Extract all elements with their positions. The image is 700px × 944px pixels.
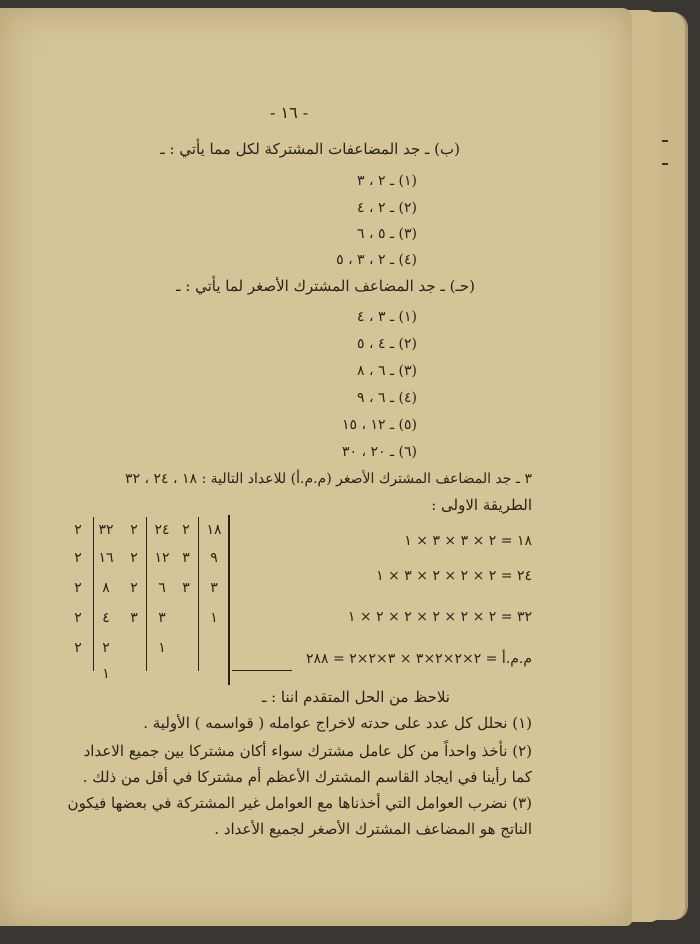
table-divider — [93, 517, 94, 671]
table-cell: ٣٢ — [98, 522, 114, 538]
table-cell: ١ — [158, 640, 166, 656]
table-cell: ٢ — [74, 550, 82, 566]
list-item: (١) ـ ٣ ، ٤ — [357, 309, 417, 325]
result-underline — [232, 670, 292, 671]
list-item: (٢) ـ ٢ ، ٤ — [357, 200, 417, 216]
table-cell: ٤ — [102, 610, 110, 626]
list-item: (٢) ـ ٤ ، ٥ — [357, 336, 417, 352]
list-item: (٣) ـ ٥ ، ٦ — [357, 226, 417, 242]
problem-3-heading: ٣ ـ جد المضاعف المشترك الأصغر (م.م.أ) للاعداد التالية : ١٨ ، ٢٤ ، ٣٢ — [125, 471, 532, 487]
table-cell: ١٨ — [206, 522, 222, 538]
lcm-result: م.م.أ = ٢×٢×٢×٣ × ٣×٢×٢ = ٢٨٨ — [306, 651, 532, 667]
table-cell: ٢ — [74, 640, 82, 656]
margin-mark — [662, 163, 668, 165]
table-cell: ٨ — [102, 580, 110, 596]
table-cell: ٢ — [74, 522, 82, 538]
table-cell: ٣ — [182, 580, 190, 596]
table-cell: ٣ — [130, 610, 138, 626]
table-cell: ٩ — [210, 550, 218, 566]
table-cell: ٦ — [158, 580, 166, 596]
note-1: (١) نحلل كل عدد على حدته لاخراج عوامله ( قواسمه ) الأولية . — [143, 714, 532, 732]
part-c-heading: (حـ) ـ جد المضاعف المشترك الأصغر لما يأتي : ـ — [176, 277, 475, 295]
table-divider — [146, 517, 147, 671]
factorization-24: ٢٤ = ٢ × ٢ × ٢ × ٣ × ١ — [376, 568, 532, 584]
table-cell: ١٦ — [98, 550, 114, 566]
factorization-32: ٣٢ = ٢ × ٢ × ٢ × ٢ × ٢ × ١ — [347, 609, 532, 625]
list-item: (٤) ـ ٦ ، ٩ — [357, 390, 417, 406]
table-cell: ٢ — [74, 610, 82, 626]
list-item: (١) ـ ٢ ، ٣ — [357, 173, 417, 189]
list-item: (٦) ـ ٢٠ ، ٣٠ — [342, 444, 417, 460]
table-cell: ٢ — [130, 550, 138, 566]
factorization-18: ١٨ = ٢ × ٣ × ٣ × ١ — [404, 533, 532, 549]
table-cell: ٢ — [130, 522, 138, 538]
list-item: (٤) ـ ٢ ، ٣ ، ٥ — [336, 252, 417, 268]
list-item: (٣) ـ ٦ ، ٨ — [357, 363, 417, 379]
list-item: (٥) ـ ١٢ ، ١٥ — [342, 417, 417, 433]
note-3-cont: الناتج هو المضاعف المشترك الأصغر لجميع الأعداد . — [214, 820, 532, 838]
notes-intro: نلاحظ من الحل المتقدم اننا : ـ — [261, 688, 450, 706]
table-cell: ٣ — [158, 610, 166, 626]
table-cell: ٣ — [210, 580, 218, 596]
method-label: الطريقة الاولى : — [431, 496, 532, 514]
table-cell: ١٢ — [154, 550, 170, 566]
table-cell: ٢٤ — [154, 522, 170, 538]
table-cell: ٣ — [182, 550, 190, 566]
table-cell: ٢ — [74, 580, 82, 596]
table-cell: ١ — [102, 666, 110, 682]
page-number: - ١٦ - — [270, 103, 309, 122]
note-2: (٢) نأخذ واحداً من كل عامل مشترك سواء أكان مشتركا بين جميع الاعداد — [83, 742, 532, 760]
note-2-cont: كما رأينا في ايجاد القاسم المشترك الأعظم أم مشتركا في أقل من ذلك . — [82, 768, 532, 786]
table-border — [228, 515, 230, 685]
table-cell: ٢ — [130, 580, 138, 596]
table-cell: ٢ — [102, 640, 110, 656]
margin-mark — [662, 140, 668, 142]
table-divider — [198, 517, 199, 671]
table-cell: ٢ — [182, 522, 190, 538]
table-cell: ١ — [210, 610, 218, 626]
part-b-heading: (ب) ـ جد المضاعفات المشتركة لكل مما يأتي : ـ — [160, 140, 460, 158]
note-3: (٣) نضرب العوامل التي أخذناها مع العوامل غير المشتركة في بعضها فيكون — [67, 794, 532, 812]
